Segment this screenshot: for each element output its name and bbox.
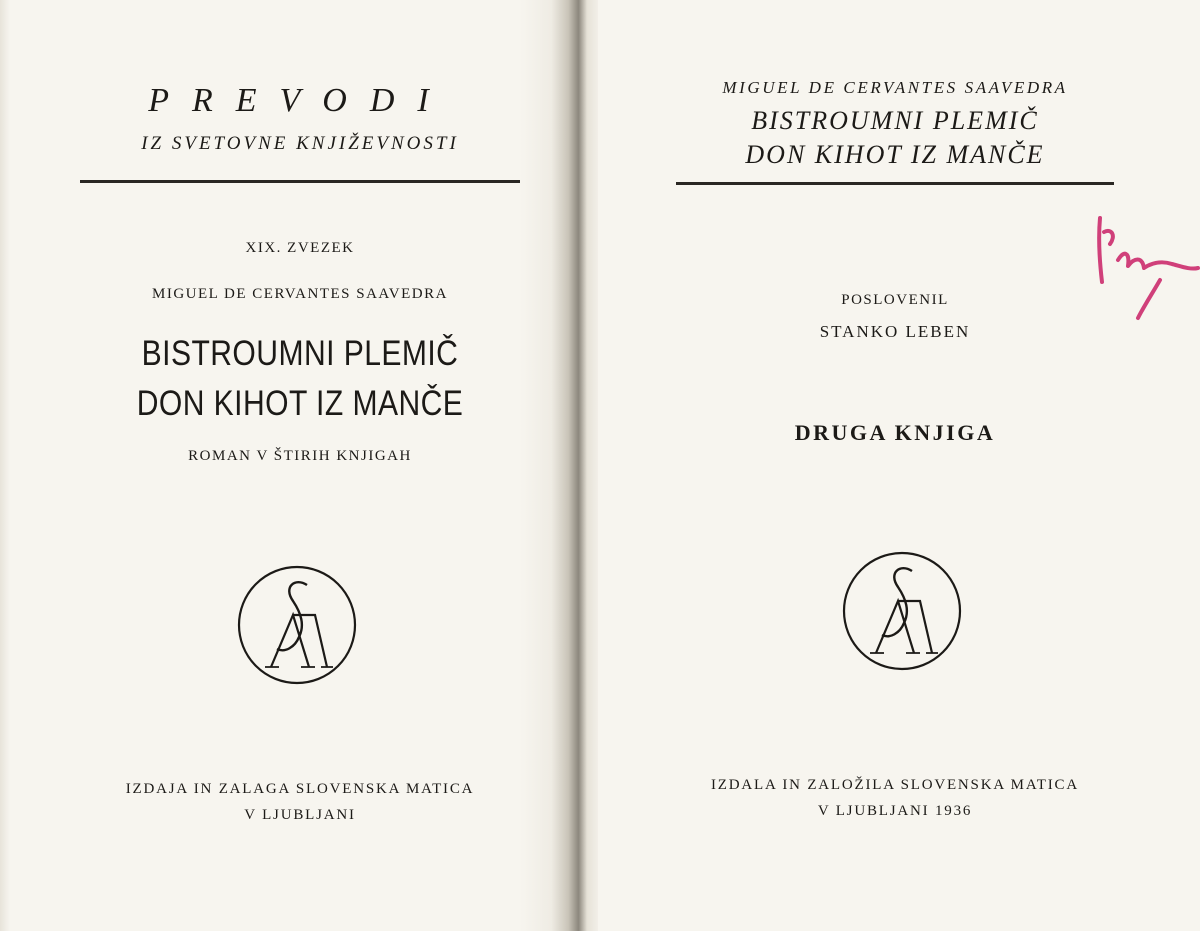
publisher-imprint-line1: IZDALA IN ZALOŽILA SLOVENSKA MATICA <box>711 777 1079 793</box>
title-rule <box>80 180 520 183</box>
author-name: MIGUEL DE CERVANTES SAAVEDRA <box>152 286 448 302</box>
marker-scribble-mark <box>1090 210 1200 325</box>
volume-number: XIX. ZVEZEK <box>245 240 355 256</box>
series-title: PREVODI <box>148 82 452 119</box>
book-title-line1: BISTROUMNI PLEMIČ <box>751 106 1039 135</box>
book-part-title: DRUGA KNJIGA <box>794 420 996 445</box>
publisher-imprint-line2: V LJUBLJANI <box>244 807 356 823</box>
slovenska-matica-monogram-icon <box>235 563 359 687</box>
page-edge-shadow <box>0 0 10 931</box>
book-title-line2: DON KIHOT IZ MANČE <box>136 384 464 423</box>
publisher-imprint-line2: V LJUBLJANI 1936 <box>817 803 973 819</box>
author-name: MIGUEL DE CERVANTES SAAVEDRA <box>722 78 1068 97</box>
title-rule <box>676 182 1114 185</box>
translator-name: STANKO LEBEN <box>819 322 971 341</box>
book-subtitle: ROMAN V ŠTIRIH KNJIGAH <box>188 448 412 464</box>
publisher-imprint-line1: IZDAJA IN ZALAGA SLOVENSKA MATICA <box>125 781 475 797</box>
translator-label: POSLOVENIL <box>841 292 949 308</box>
slovenska-matica-monogram-icon <box>840 549 964 673</box>
book-title-line2: DON KIHOT IZ MANČE <box>745 140 1045 169</box>
book-title-line1: BISTROUMNI PLEMIČ <box>141 334 459 373</box>
series-subtitle: IZ SVETOVNE KNJIŽEVNOSTI <box>141 133 459 154</box>
